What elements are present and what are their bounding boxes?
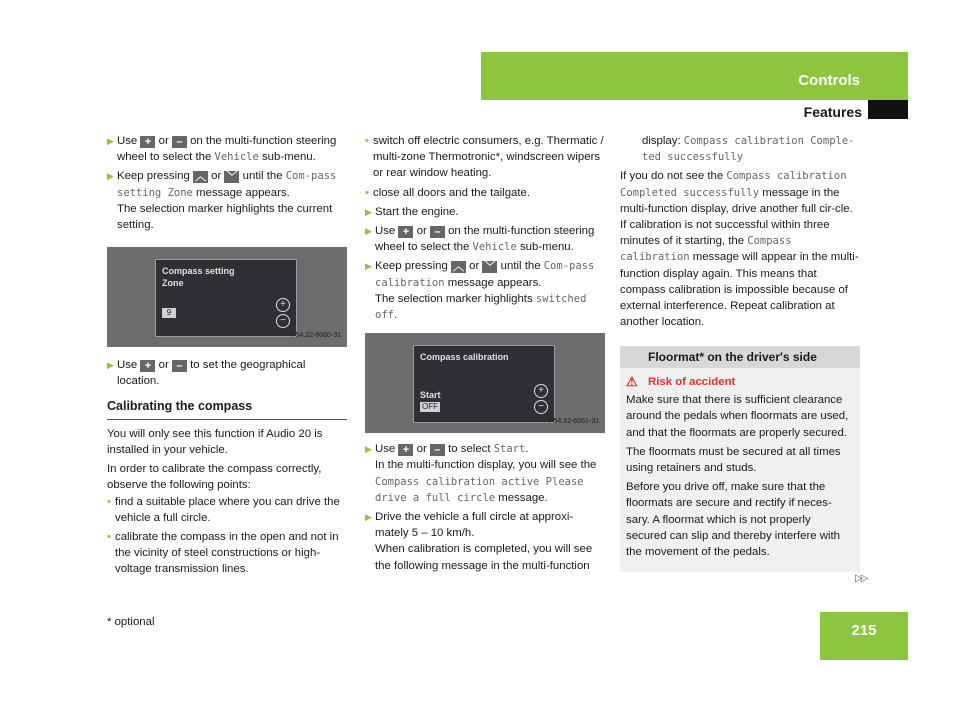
- bullet-item: • calibrate the compass in the open and not in the vicinity of steel constructions or high-voltage transmission lines.: [107, 531, 339, 576]
- column-2: [365, 133, 605, 577]
- up-button-icon: ︿: [195, 171, 206, 184]
- minus-button-icon: –: [172, 136, 187, 148]
- plus-button-icon: +: [398, 226, 413, 238]
- step-arrow-icon: ▶: [365, 206, 372, 217]
- step-drive-circle: ▶ Drive the vehicle a full circle at approxi-mately 5 – 10 km/h. When calibration is completed, you will see the following message in the multi-function: [365, 511, 593, 572]
- warning-body: [620, 368, 860, 560]
- step-select-vehicle: ▶ Use + or – on the multi-function steering wheel to select the Vehicle sub-menu.: [365, 225, 595, 254]
- compass-setting-display-image: [107, 247, 347, 347]
- step-arrow-icon: ▶: [107, 136, 114, 146]
- bullet-item: • close all doors and the tailgate.: [365, 186, 531, 199]
- compass-calibration-display-image: [365, 333, 605, 433]
- start-value-box: OFF: [422, 402, 438, 412]
- step-arrow-icon: ▶: [107, 360, 114, 371]
- zone-value-box: 9: [162, 308, 176, 318]
- plus-button-icon: +: [398, 444, 413, 456]
- plus-round-icon: +: [534, 384, 548, 398]
- down-button-icon: ﹀: [484, 261, 496, 274]
- warning-paragraph: Before you drive off, make sure that the floormats are secure and rectify if neces-sary. A floormat which is not properly secured can slip and thereby interfere with the movement of the pedals.: [626, 481, 841, 559]
- up-button-icon: ︿: [453, 261, 464, 274]
- step-start-engine: ▶ Start the engine.: [365, 204, 605, 220]
- step-arrow-icon: ▶: [365, 512, 372, 523]
- paragraph: You will only see this function if Audio 20 is installed in your vehicle.: [107, 427, 323, 457]
- bullet-item: • switch off electric consumers, e.g. Thermatic / multi-zone Thermotronic*, windscreen wipers or rear window heating.: [365, 135, 604, 180]
- footnote: * optional: [107, 616, 155, 628]
- step-arrow-icon: ▶: [365, 444, 372, 455]
- minus-button-icon: –: [430, 444, 445, 456]
- step-arrow-icon: ▶: [107, 171, 114, 182]
- paragraph: In order to calibrate the compass correctly, observe the following points:: [107, 463, 322, 492]
- section-tab: [481, 52, 908, 100]
- warning-paragraph: The floormats must be secured at all times using retainers and studs.: [626, 445, 841, 475]
- warning-triangle-icon: ⚠: [626, 374, 638, 389]
- column-3: [620, 133, 860, 330]
- page-number-box: [820, 612, 908, 660]
- image-code: P54.32-6060-31: [290, 332, 341, 340]
- header-marker: [868, 100, 908, 119]
- floormat-warning-panel: [620, 346, 860, 572]
- step-select-vehicle: ▶ Use + or – on the multi-function steering wheel to select the Vehicle sub-menu.: [107, 135, 337, 164]
- image-code: P54.32-6061-31: [548, 418, 599, 426]
- paragraph: If you do not see the Compass calibration Completed successfully message in the multi-function display, drive another full cir-cle. If calibration is not successful within three minutes of it starting, the Compass calibration message will appear in the multi-function display again. This means that compass calibration is impossible because of external interference. Repeat calibration at another location.: [620, 170, 859, 329]
- step-keep-pressing: ▶ Keep pressing ︿ or ﹀ until the Com-pass calibration message appears. The selection marker highlights switched off.: [365, 260, 595, 322]
- step-set-location: ▶ Use + or – to set the geographical location.: [107, 359, 306, 388]
- display-screen: Compass setting Zone 9 + −: [155, 259, 297, 337]
- plus-button-icon: +: [140, 136, 155, 148]
- step-keep-pressing: ▶ Keep pressing ︿ or ﹀ until the Com-pass setting Zone message appears. The selection marker highlights the current setting.: [107, 170, 337, 232]
- display-screen: Compass calibration Start OFF + −: [413, 345, 555, 423]
- column-1: [107, 133, 347, 581]
- plus-button-icon: +: [140, 360, 155, 372]
- warning-paragraph: Make sure that there is sufficient clearance around the pedals when floormats are used, and that the floormats are properly secured.: [626, 394, 849, 439]
- warning-heading: Floormat* on the driver's side: [620, 346, 860, 368]
- paragraph: display: Compass calibration Comple-ted successfully: [642, 135, 855, 164]
- step-arrow-icon: ▶: [365, 261, 372, 272]
- step-arrow-icon: ▶: [365, 226, 372, 237]
- continue-arrows-icon: ▷▷: [855, 573, 867, 584]
- bullet-item: • find a suitable place where you can drive the vehicle a full circle.: [107, 495, 340, 524]
- minus-round-icon: −: [276, 314, 290, 328]
- page-number: 215: [851, 622, 877, 639]
- minus-button-icon: –: [172, 360, 187, 372]
- minus-button-icon: –: [430, 226, 445, 238]
- risk-title: ⚠ Risk of accident: [626, 374, 736, 389]
- down-button-icon: ﹀: [226, 171, 238, 184]
- section-heading: Calibrating the compass: [107, 398, 347, 420]
- subsection-title: Features: [803, 104, 862, 120]
- step-select-start: ▶ Use + or – to select Start. In the multi-function display, you will see the Compass calibration active Please drive a full circle message.: [365, 443, 597, 504]
- minus-round-icon: −: [534, 400, 548, 414]
- plus-round-icon: +: [276, 298, 290, 312]
- section-title: Controls: [798, 72, 860, 89]
